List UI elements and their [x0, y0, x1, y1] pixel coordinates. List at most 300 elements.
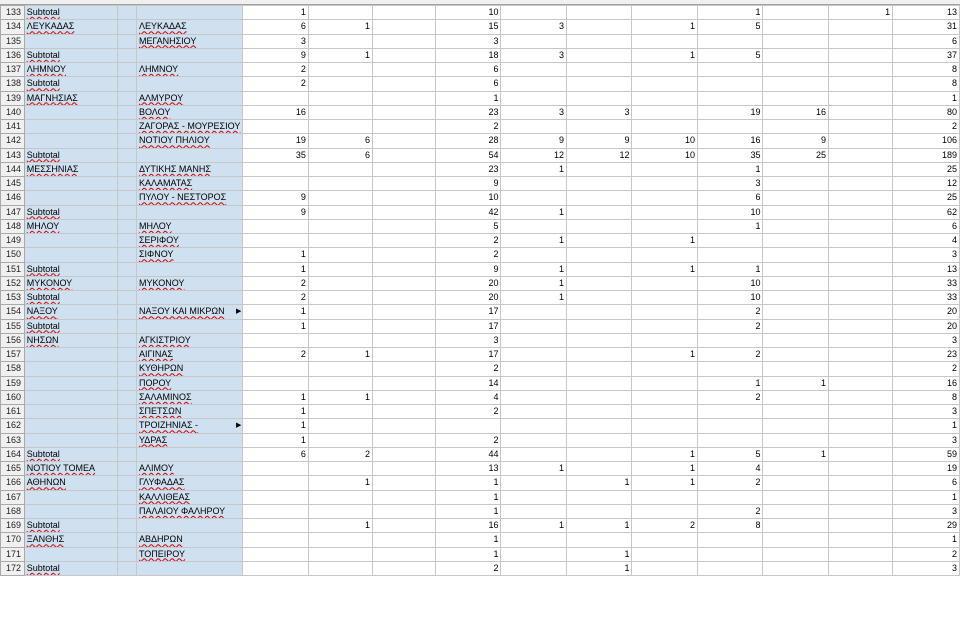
spacer-cell[interactable]: [117, 262, 136, 276]
value-cell[interactable]: 1: [632, 20, 698, 34]
value-cell[interactable]: 1: [697, 6, 763, 20]
value-cell[interactable]: 5: [697, 447, 763, 461]
value-cell[interactable]: 1: [243, 248, 309, 262]
value-cell[interactable]: [373, 291, 436, 305]
value-cell[interactable]: [566, 91, 632, 105]
value-cell[interactable]: [501, 348, 567, 362]
value-cell[interactable]: 1: [632, 447, 698, 461]
value-cell[interactable]: 2: [697, 504, 763, 518]
spacer-cell[interactable]: [117, 276, 136, 290]
municipality-cell[interactable]: ΚΥΘΗΡΩΝ: [136, 362, 242, 376]
municipality-cell[interactable]: ΝΟΤΙΟΥ ΠΗΛΙΟΥ: [136, 134, 242, 148]
value-cell[interactable]: 6: [308, 148, 372, 162]
value-cell[interactable]: 1: [893, 490, 960, 504]
value-cell[interactable]: 12: [566, 148, 632, 162]
value-cell[interactable]: 6: [893, 476, 960, 490]
value-cell[interactable]: 2: [697, 348, 763, 362]
value-cell[interactable]: [308, 276, 372, 290]
row-number[interactable]: 148: [1, 219, 25, 233]
value-cell[interactable]: [308, 34, 372, 48]
value-cell[interactable]: [828, 419, 892, 433]
value-cell[interactable]: [763, 205, 829, 219]
value-cell[interactable]: [243, 376, 309, 390]
value-cell[interactable]: [632, 191, 698, 205]
value-cell[interactable]: [697, 362, 763, 376]
value-cell[interactable]: [373, 447, 436, 461]
value-cell[interactable]: [373, 490, 436, 504]
value-cell[interactable]: [308, 91, 372, 105]
value-cell[interactable]: 1: [243, 405, 309, 419]
value-cell[interactable]: [763, 234, 829, 248]
value-cell[interactable]: 35: [243, 148, 309, 162]
spacer-cell[interactable]: [117, 177, 136, 191]
region-cell[interactable]: [24, 490, 117, 504]
value-cell[interactable]: [566, 162, 632, 176]
value-cell[interactable]: 44: [435, 447, 501, 461]
value-cell[interactable]: 25: [763, 148, 829, 162]
row-number[interactable]: 160: [1, 390, 25, 404]
row-number[interactable]: 162: [1, 419, 25, 433]
value-cell[interactable]: 20: [893, 305, 960, 319]
municipality-cell[interactable]: ΑΙΓΙΝΑΣ: [136, 348, 242, 362]
value-cell[interactable]: 16: [697, 134, 763, 148]
value-cell[interactable]: [763, 305, 829, 319]
value-cell[interactable]: [697, 433, 763, 447]
value-cell[interactable]: 3: [501, 48, 567, 62]
spacer-cell[interactable]: [117, 219, 136, 233]
value-cell[interactable]: [632, 490, 698, 504]
value-cell[interactable]: [243, 333, 309, 347]
region-cell[interactable]: ΜΥΚΟΝΟΥ: [24, 276, 117, 290]
value-cell[interactable]: [828, 319, 892, 333]
municipality-cell[interactable]: ΑΓΚΙΣΤΡΙΟΥ: [136, 333, 242, 347]
value-cell[interactable]: 189: [893, 148, 960, 162]
value-cell[interactable]: [632, 405, 698, 419]
value-cell[interactable]: [373, 433, 436, 447]
row-number[interactable]: 138: [1, 77, 25, 91]
row-number[interactable]: 169: [1, 519, 25, 533]
value-cell[interactable]: 3: [893, 405, 960, 419]
value-cell[interactable]: [697, 120, 763, 134]
value-cell[interactable]: [501, 91, 567, 105]
value-cell[interactable]: 8: [893, 77, 960, 91]
value-cell[interactable]: 4: [435, 390, 501, 404]
value-cell[interactable]: [632, 333, 698, 347]
value-cell[interactable]: 1: [632, 476, 698, 490]
region-cell[interactable]: [24, 547, 117, 561]
municipality-cell[interactable]: [136, 148, 242, 162]
value-cell[interactable]: [566, 120, 632, 134]
value-cell[interactable]: 20: [435, 291, 501, 305]
value-cell[interactable]: [308, 462, 372, 476]
value-cell[interactable]: 54: [435, 148, 501, 162]
value-cell[interactable]: [373, 348, 436, 362]
region-cell[interactable]: Subtotal: [24, 205, 117, 219]
value-cell[interactable]: 2: [243, 63, 309, 77]
row-number[interactable]: 158: [1, 362, 25, 376]
value-cell[interactable]: 1: [308, 20, 372, 34]
value-cell[interactable]: 1: [763, 376, 829, 390]
spacer-cell[interactable]: [117, 561, 136, 575]
value-cell[interactable]: 1: [763, 447, 829, 461]
value-cell[interactable]: [828, 362, 892, 376]
value-cell[interactable]: 2: [697, 390, 763, 404]
spacer-cell[interactable]: [117, 348, 136, 362]
value-cell[interactable]: [373, 533, 436, 547]
region-cell[interactable]: [24, 362, 117, 376]
value-cell[interactable]: [308, 248, 372, 262]
value-cell[interactable]: [373, 462, 436, 476]
value-cell[interactable]: [828, 376, 892, 390]
value-cell[interactable]: [373, 120, 436, 134]
value-cell[interactable]: 14: [435, 376, 501, 390]
value-cell[interactable]: [243, 91, 309, 105]
spacer-cell[interactable]: [117, 77, 136, 91]
value-cell[interactable]: 13: [893, 6, 960, 20]
row-number[interactable]: 144: [1, 162, 25, 176]
value-cell[interactable]: 3: [435, 34, 501, 48]
value-cell[interactable]: 80: [893, 105, 960, 119]
municipality-cell[interactable]: ΜΕΓΑΝΗΣΙΟΥ: [136, 34, 242, 48]
value-cell[interactable]: 1: [632, 348, 698, 362]
value-cell[interactable]: 1: [501, 162, 567, 176]
value-cell[interactable]: [373, 162, 436, 176]
value-cell[interactable]: [763, 162, 829, 176]
spacer-cell[interactable]: [117, 291, 136, 305]
value-cell[interactable]: 1: [632, 234, 698, 248]
value-cell[interactable]: 1: [501, 262, 567, 276]
value-cell[interactable]: [566, 433, 632, 447]
value-cell[interactable]: [435, 419, 501, 433]
row-number[interactable]: 141: [1, 120, 25, 134]
value-cell[interactable]: 2: [893, 120, 960, 134]
value-cell[interactable]: [308, 120, 372, 134]
value-cell[interactable]: [373, 405, 436, 419]
value-cell[interactable]: 1: [435, 91, 501, 105]
spacer-cell[interactable]: [117, 362, 136, 376]
value-cell[interactable]: [632, 533, 698, 547]
value-cell[interactable]: 62: [893, 205, 960, 219]
value-cell[interactable]: 3: [893, 433, 960, 447]
value-cell[interactable]: 1: [893, 533, 960, 547]
region-cell[interactable]: [24, 348, 117, 362]
spacer-cell[interactable]: [117, 205, 136, 219]
value-cell[interactable]: [566, 262, 632, 276]
value-cell[interactable]: [373, 134, 436, 148]
spacer-cell[interactable]: [117, 319, 136, 333]
municipality-cell[interactable]: [136, 262, 242, 276]
value-cell[interactable]: 3: [501, 20, 567, 34]
value-cell[interactable]: [763, 419, 829, 433]
municipality-cell[interactable]: [136, 447, 242, 461]
value-cell[interactable]: 10: [697, 291, 763, 305]
value-cell[interactable]: 1: [243, 433, 309, 447]
spacer-cell[interactable]: [117, 105, 136, 119]
value-cell[interactable]: 9: [763, 134, 829, 148]
value-cell[interactable]: 35: [697, 148, 763, 162]
row-number[interactable]: 163: [1, 433, 25, 447]
row-number[interactable]: 139: [1, 91, 25, 105]
value-cell[interactable]: [243, 177, 309, 191]
value-cell[interactable]: [697, 533, 763, 547]
value-cell[interactable]: [243, 462, 309, 476]
row-number[interactable]: 152: [1, 276, 25, 290]
value-cell[interactable]: 1: [308, 390, 372, 404]
value-cell[interactable]: [566, 291, 632, 305]
value-cell[interactable]: [308, 533, 372, 547]
value-cell[interactable]: 1: [501, 519, 567, 533]
value-cell[interactable]: [243, 490, 309, 504]
spacer-cell[interactable]: [117, 305, 136, 319]
row-number[interactable]: 149: [1, 234, 25, 248]
value-cell[interactable]: 1: [697, 376, 763, 390]
value-cell[interactable]: [828, 333, 892, 347]
row-number[interactable]: 156: [1, 333, 25, 347]
value-cell[interactable]: [243, 561, 309, 575]
value-cell[interactable]: 2: [697, 476, 763, 490]
value-cell[interactable]: [828, 120, 892, 134]
region-cell[interactable]: Subtotal: [24, 48, 117, 62]
value-cell[interactable]: 33: [893, 291, 960, 305]
value-cell[interactable]: [308, 504, 372, 518]
value-cell[interactable]: 5: [697, 48, 763, 62]
value-cell[interactable]: [828, 248, 892, 262]
value-cell[interactable]: 1: [697, 262, 763, 276]
value-cell[interactable]: 8: [893, 390, 960, 404]
value-cell[interactable]: 9: [435, 177, 501, 191]
value-cell[interactable]: 1: [632, 462, 698, 476]
row-number[interactable]: 137: [1, 63, 25, 77]
row-number[interactable]: 140: [1, 105, 25, 119]
municipality-cell[interactable]: ΑΛΜΥΡΟΥ: [136, 91, 242, 105]
value-cell[interactable]: [501, 319, 567, 333]
value-cell[interactable]: 2: [435, 120, 501, 134]
value-cell[interactable]: [763, 362, 829, 376]
value-cell[interactable]: [566, 533, 632, 547]
value-cell[interactable]: [501, 77, 567, 91]
value-cell[interactable]: 10: [632, 134, 698, 148]
region-cell[interactable]: [24, 419, 117, 433]
spacer-cell[interactable]: [117, 120, 136, 134]
row-number[interactable]: 168: [1, 504, 25, 518]
region-cell[interactable]: [24, 120, 117, 134]
value-cell[interactable]: 18: [435, 48, 501, 62]
value-cell[interactable]: [308, 419, 372, 433]
value-cell[interactable]: 4: [697, 462, 763, 476]
value-cell[interactable]: [373, 34, 436, 48]
value-cell[interactable]: [632, 362, 698, 376]
value-cell[interactable]: 23: [435, 162, 501, 176]
value-cell[interactable]: [308, 433, 372, 447]
value-cell[interactable]: 3: [243, 34, 309, 48]
value-cell[interactable]: [308, 177, 372, 191]
municipality-cell[interactable]: ΜΗΛΟΥ: [136, 219, 242, 233]
value-cell[interactable]: [308, 561, 372, 575]
value-cell[interactable]: 1: [632, 262, 698, 276]
value-cell[interactable]: [243, 120, 309, 134]
value-cell[interactable]: [697, 77, 763, 91]
region-cell[interactable]: ΝΟΤΙΟΥ ΤΟΜΕΑ: [24, 462, 117, 476]
row-number[interactable]: 167: [1, 490, 25, 504]
value-cell[interactable]: [697, 34, 763, 48]
value-cell[interactable]: [632, 248, 698, 262]
row-number[interactable]: 154: [1, 305, 25, 319]
value-cell[interactable]: [828, 561, 892, 575]
municipality-cell[interactable]: ΠΟΡΟΥ: [136, 376, 242, 390]
value-cell[interactable]: [373, 319, 436, 333]
value-cell[interactable]: [828, 177, 892, 191]
municipality-cell[interactable]: [136, 291, 242, 305]
spacer-cell[interactable]: [117, 148, 136, 162]
value-cell[interactable]: [501, 405, 567, 419]
region-cell[interactable]: [24, 105, 117, 119]
value-cell[interactable]: [566, 77, 632, 91]
value-cell[interactable]: [501, 419, 567, 433]
value-cell[interactable]: [828, 77, 892, 91]
value-cell[interactable]: 2: [243, 276, 309, 290]
value-cell[interactable]: [501, 547, 567, 561]
value-cell[interactable]: [697, 405, 763, 419]
value-cell[interactable]: 1: [501, 205, 567, 219]
value-cell[interactable]: [632, 547, 698, 561]
value-cell[interactable]: 1: [566, 519, 632, 533]
value-cell[interactable]: [763, 348, 829, 362]
value-cell[interactable]: [373, 191, 436, 205]
value-cell[interactable]: 10: [435, 191, 501, 205]
municipality-cell[interactable]: ΛΕΥΚΑΔΑΣ: [136, 20, 242, 34]
value-cell[interactable]: 10: [435, 6, 501, 20]
value-cell[interactable]: [373, 63, 436, 77]
spacer-cell[interactable]: [117, 333, 136, 347]
value-cell[interactable]: 1: [697, 219, 763, 233]
region-cell[interactable]: Subtotal: [24, 6, 117, 20]
value-cell[interactable]: [763, 462, 829, 476]
value-cell[interactable]: [308, 205, 372, 219]
value-cell[interactable]: [763, 48, 829, 62]
value-cell[interactable]: 42: [435, 205, 501, 219]
value-cell[interactable]: 31: [893, 20, 960, 34]
value-cell[interactable]: 19: [893, 462, 960, 476]
spacer-cell[interactable]: [117, 234, 136, 248]
spacer-cell[interactable]: [117, 419, 136, 433]
value-cell[interactable]: 1: [435, 533, 501, 547]
value-cell[interactable]: [501, 120, 567, 134]
region-cell[interactable]: Subtotal: [24, 519, 117, 533]
value-cell[interactable]: [373, 148, 436, 162]
value-cell[interactable]: [308, 219, 372, 233]
row-number[interactable]: 145: [1, 177, 25, 191]
row-number[interactable]: 165: [1, 462, 25, 476]
region-cell[interactable]: [24, 134, 117, 148]
value-cell[interactable]: [763, 333, 829, 347]
value-cell[interactable]: [763, 34, 829, 48]
value-cell[interactable]: [763, 319, 829, 333]
value-cell[interactable]: 6: [435, 77, 501, 91]
value-cell[interactable]: [697, 333, 763, 347]
value-cell[interactable]: [632, 6, 698, 20]
value-cell[interactable]: 9: [501, 134, 567, 148]
value-cell[interactable]: [243, 519, 309, 533]
value-cell[interactable]: [763, 120, 829, 134]
value-cell[interactable]: 6: [243, 20, 309, 34]
value-cell[interactable]: [566, 177, 632, 191]
value-cell[interactable]: 16: [893, 376, 960, 390]
row-number[interactable]: 136: [1, 48, 25, 62]
row-number[interactable]: 151: [1, 262, 25, 276]
value-cell[interactable]: [566, 276, 632, 290]
value-cell[interactable]: [373, 219, 436, 233]
value-cell[interactable]: 5: [697, 20, 763, 34]
value-cell[interactable]: [308, 234, 372, 248]
row-number[interactable]: 157: [1, 348, 25, 362]
value-cell[interactable]: [763, 390, 829, 404]
value-cell[interactable]: [308, 547, 372, 561]
row-number[interactable]: 166: [1, 476, 25, 490]
value-cell[interactable]: 1: [501, 291, 567, 305]
municipality-cell[interactable]: ΒΟΛΟΥ: [136, 105, 242, 119]
region-cell[interactable]: Subtotal: [24, 561, 117, 575]
region-cell[interactable]: [24, 433, 117, 447]
region-cell[interactable]: [24, 191, 117, 205]
row-number[interactable]: 142: [1, 134, 25, 148]
value-cell[interactable]: [243, 547, 309, 561]
value-cell[interactable]: [763, 6, 829, 20]
region-cell[interactable]: ΝΗΣΩΝ: [24, 333, 117, 347]
value-cell[interactable]: 2: [893, 362, 960, 376]
value-cell[interactable]: [828, 504, 892, 518]
value-cell[interactable]: [566, 462, 632, 476]
value-cell[interactable]: 19: [243, 134, 309, 148]
value-cell[interactable]: 25: [893, 191, 960, 205]
value-cell[interactable]: 17: [435, 319, 501, 333]
value-cell[interactable]: [243, 362, 309, 376]
value-cell[interactable]: [566, 504, 632, 518]
value-cell[interactable]: 3: [893, 504, 960, 518]
value-cell[interactable]: [632, 105, 698, 119]
value-cell[interactable]: 37: [893, 48, 960, 62]
value-cell[interactable]: [373, 105, 436, 119]
value-cell[interactable]: [373, 48, 436, 62]
spacer-cell[interactable]: [117, 405, 136, 419]
value-cell[interactable]: 6: [697, 191, 763, 205]
value-cell[interactable]: [501, 34, 567, 48]
value-cell[interactable]: [632, 504, 698, 518]
region-cell[interactable]: Subtotal: [24, 291, 117, 305]
row-number[interactable]: 172: [1, 561, 25, 575]
value-cell[interactable]: [828, 219, 892, 233]
value-cell[interactable]: 5: [435, 219, 501, 233]
value-cell[interactable]: 1: [697, 162, 763, 176]
value-cell[interactable]: [828, 134, 892, 148]
value-cell[interactable]: [373, 234, 436, 248]
municipality-cell[interactable]: ΔΥΤΙΚΗΣ ΜΑΝΗΣ: [136, 162, 242, 176]
value-cell[interactable]: [763, 20, 829, 34]
value-cell[interactable]: 1: [308, 348, 372, 362]
value-cell[interactable]: 2: [308, 447, 372, 461]
value-cell[interactable]: [697, 91, 763, 105]
value-cell[interactable]: 9: [435, 262, 501, 276]
value-cell[interactable]: 13: [435, 462, 501, 476]
value-cell[interactable]: [373, 376, 436, 390]
value-cell[interactable]: [308, 262, 372, 276]
value-cell[interactable]: [373, 305, 436, 319]
value-cell[interactable]: [501, 433, 567, 447]
value-cell[interactable]: 3: [893, 333, 960, 347]
value-cell[interactable]: 3: [566, 105, 632, 119]
value-cell[interactable]: [697, 547, 763, 561]
value-cell[interactable]: [501, 6, 567, 20]
municipality-cell[interactable]: ΝΑΞΟΥ ΚΑΙ ΜΙΚΡΩΝ ▶: [136, 305, 242, 319]
